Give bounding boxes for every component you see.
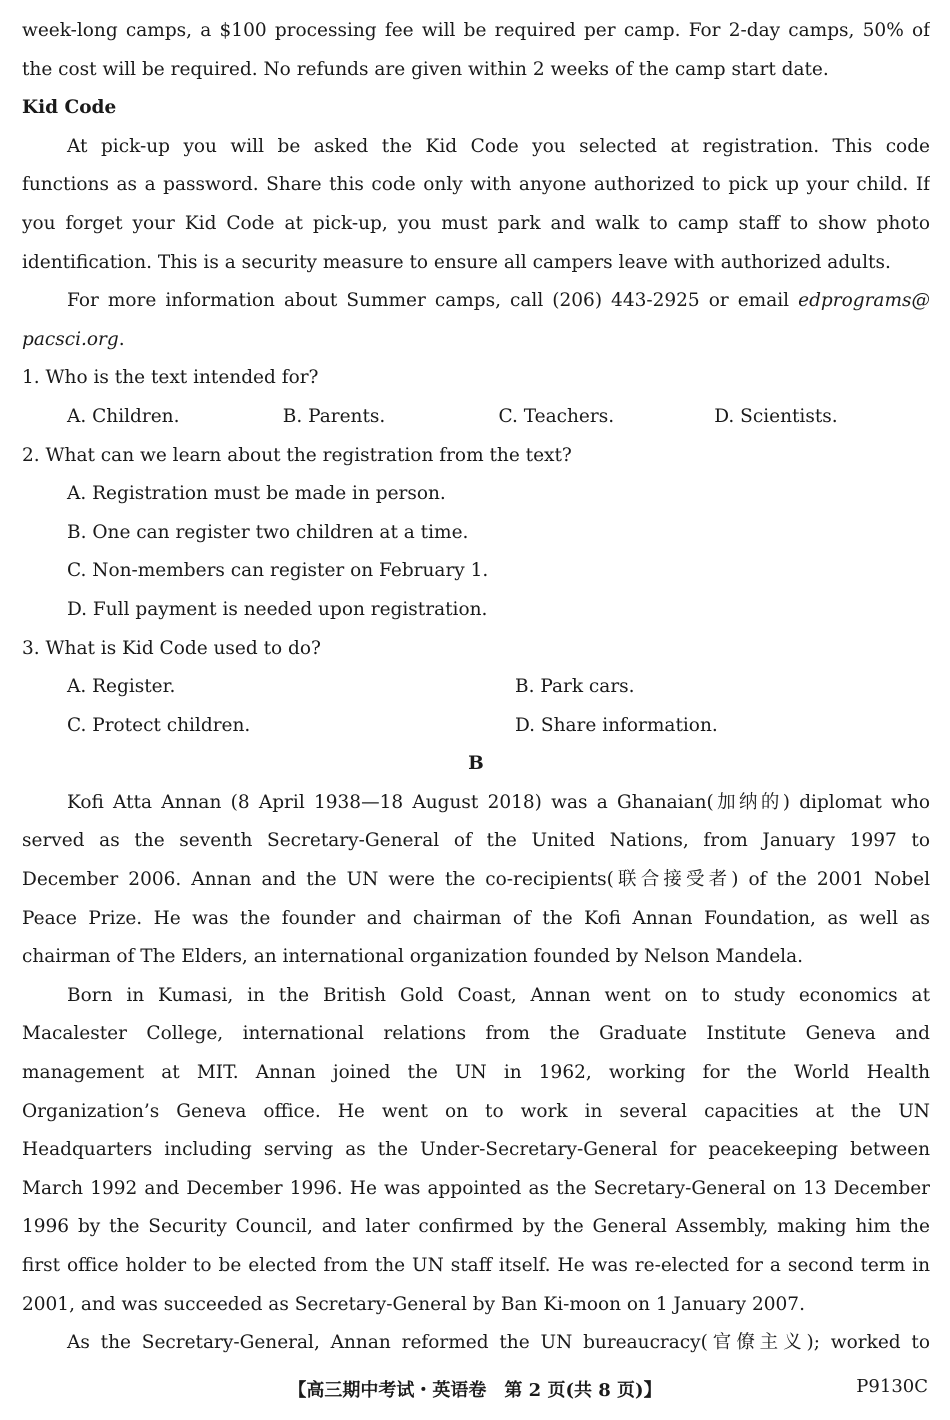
email-part-1: edprograms@: [798, 290, 930, 312]
kid-code-heading: Kid Code: [22, 97, 117, 119]
question-2-option-b: B. One can register two children at a time.: [67, 521, 469, 543]
kid-code-line: At pick-up you will be asked the Kid Code you selected at registration. This code: [67, 135, 930, 157]
page-footer: [0, 1372, 950, 1404]
b-paragraph-2-line: management at MIT. Annan joined the UN in 1962, working for the World Health: [22, 1062, 930, 1084]
question-2-stem: 2. What can we learn about the registration from the text?: [22, 444, 572, 466]
question-3-option-b: B. Park cars.: [515, 676, 635, 698]
b-paragraph-1-line: served as the seventh Secretary-General of the United Nations, from January 1997 to: [22, 830, 930, 852]
b-paragraph-2-line: Born in Kumasi, in the British Gold Coast, Annan went on to study economics at: [67, 984, 930, 1006]
question-1-option-c: C. Teachers.: [498, 405, 615, 427]
kid-code-line: identification. This is a security measure to ensure all campers leave with authorized adults.: [22, 251, 891, 273]
intro-line-1: week-long camps, a $100 processing fee will be required per camp. For 2-day camps, 50% of: [22, 20, 930, 41]
info-line-2: [22, 321, 930, 360]
question-1-option-d: D. Scientists.: [714, 405, 838, 427]
question-3-option-a: A. Register.: [67, 676, 176, 698]
b-paragraph-1-line: Kofi Atta Annan (8 April 1938—18 August 2018) was a Ghanaian(加纳的) diplomat who: [67, 791, 930, 813]
exam-page: [22, 12, 930, 1363]
question-2-option-c: C. Non-members can register on February 1.: [67, 560, 489, 582]
section-b-label: B: [468, 753, 484, 775]
question-1-options: [22, 398, 930, 437]
b-paragraph-2-line: March 1992 and December 1996. He was appointed as the Secretary-General on 13 December: [22, 1177, 930, 1199]
email-part-2: pacsci.org: [22, 328, 119, 350]
question-2-option-d: D. Full payment is needed upon registration.: [67, 598, 488, 620]
kid-code-line: you forget your Kid Code at pick-up, you must park and walk to camp staff to show photo: [22, 212, 930, 234]
question-3-options-row-2: [22, 707, 930, 746]
b-paragraph-2-line: 1996 by the Security Council, and later confirmed by the General Assembly, making him the: [22, 1216, 930, 1238]
question-3-stem: 3. What is Kid Code used to do?: [22, 637, 321, 659]
info-tail: .: [118, 328, 125, 350]
b-paragraph-3-line: As the Secretary-General, Annan reformed the UN bureaucracy(官僚主义); worked to: [67, 1332, 930, 1354]
intro-line-2: the cost will be required. No refunds are given within 2 weeks of the camp start date.: [22, 58, 829, 80]
question-3-option-d: D. Share information.: [515, 714, 718, 736]
question-2-option-a: A. Registration must be made in person.: [67, 483, 446, 505]
footer-code: P9130C: [856, 1376, 928, 1397]
b-paragraph-1-line: December 2006. Annan and the UN were the co-recipients(联合接受者) of the 2001 Nobel: [22, 869, 930, 891]
b-paragraph-2-line: first office holder to be elected from the UN staff itself. He was re-elected for a second term in: [22, 1255, 930, 1276]
question-1-option-a: A. Children.: [67, 405, 180, 427]
question-1-option-b: B. Parents.: [282, 405, 386, 427]
b-paragraph-2-line: 2001, and was succeeded as Secretary-General by Ban Ki-moon on 1 January 2007.: [22, 1293, 805, 1315]
b-paragraph-1-line: Peace Prize. He was the founder and chairman of the Kofi Annan Foundation, as well as: [22, 907, 930, 929]
kid-code-line: functions as a password. Share this code only with anyone authorized to pick up your child. If: [22, 174, 930, 196]
question-3-option-c: C. Protect children.: [67, 714, 251, 736]
b-paragraph-2-line: Headquarters including serving as the Under-Secretary-General for peacekeeping between: [22, 1139, 930, 1161]
info-line-1: [22, 282, 930, 321]
b-paragraph-1-line: chairman of The Elders, an international organization founded by Nelson Mandela.: [22, 946, 803, 968]
question-1-stem: 1. Who is the text intended for?: [22, 367, 319, 389]
b-paragraph-2-line: Macalester College, international relations from the Graduate Institute Geneva and: [22, 1023, 930, 1045]
footer-title: 【高三期中考试・英语卷 第 2 页(共 8 页)】: [288, 1380, 662, 1401]
info-text: For more information about Summer camps, call (206) 443-2925 or email: [67, 290, 799, 312]
question-3-options-row-1: [22, 668, 930, 707]
b-paragraph-2-line: Organization’s Geneva office. He went on to work in several capacities at the UN: [22, 1100, 930, 1122]
